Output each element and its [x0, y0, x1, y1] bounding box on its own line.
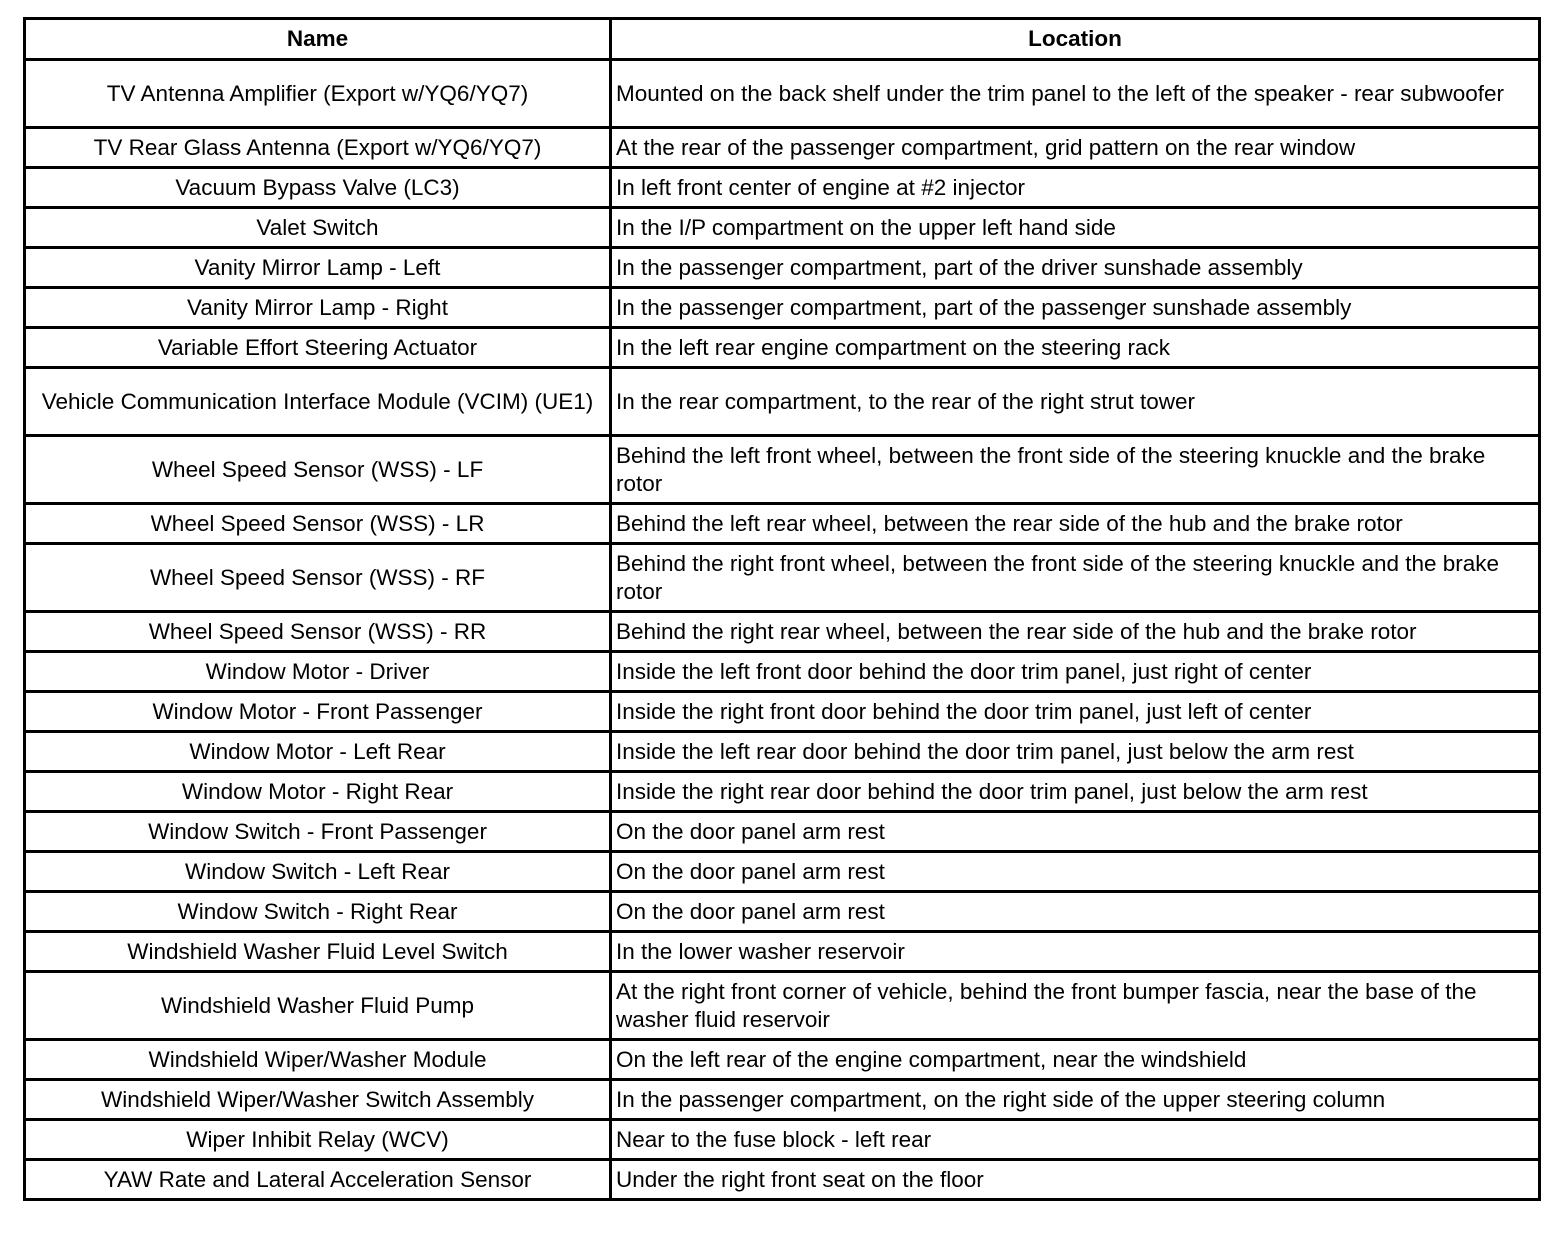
- component-name-cell: Vanity Mirror Lamp - Left: [25, 248, 611, 288]
- table-row: [25, 812, 1540, 852]
- column-header-name: Name: [25, 19, 611, 60]
- component-name-cell: Wheel Speed Sensor (WSS) - RR: [25, 612, 611, 652]
- component-name-cell: Windshield Washer Fluid Pump: [25, 972, 611, 1040]
- component-location-cell: In the passenger compartment, part of the passenger sunshade assembly: [611, 288, 1540, 328]
- component-name-cell: Window Switch - Front Passenger: [25, 812, 611, 852]
- component-name-cell: Windshield Washer Fluid Level Switch: [25, 932, 611, 972]
- table-row: [25, 328, 1540, 368]
- component-location-cell: Mounted on the back shelf under the trim panel to the left of the speaker - rear subwoofer: [611, 60, 1540, 128]
- component-location-cell: In the rear compartment, to the rear of the right strut tower: [611, 368, 1540, 436]
- component-name-cell: Window Switch - Right Rear: [25, 892, 611, 932]
- component-name-cell: Valet Switch: [25, 208, 611, 248]
- component-location-cell: In the passenger compartment, part of the driver sunshade assembly: [611, 248, 1540, 288]
- component-name-cell: TV Rear Glass Antenna (Export w/YQ6/YQ7): [25, 128, 611, 168]
- table-header-row: [25, 19, 1540, 60]
- table-row: [25, 208, 1540, 248]
- component-location-cell: In the left rear engine compartment on the steering rack: [611, 328, 1540, 368]
- component-location-cell: On the door panel arm rest: [611, 852, 1540, 892]
- table-row: [25, 288, 1540, 328]
- table-row: [25, 60, 1540, 128]
- component-name-cell: Wiper Inhibit Relay (WCV): [25, 1120, 611, 1160]
- component-location-cell: In the lower washer reservoir: [611, 932, 1540, 972]
- table-row: [25, 772, 1540, 812]
- table-body: [25, 60, 1540, 1200]
- table-row: [25, 1160, 1540, 1200]
- component-location-cell: Inside the right front door behind the door trim panel, just left of center: [611, 692, 1540, 732]
- table-row: [25, 368, 1540, 436]
- table-row: [25, 932, 1540, 972]
- component-location-cell: Behind the left front wheel, between the front side of the steering knuckle and the brake rotor: [611, 436, 1540, 504]
- component-location-cell: In left front center of engine at #2 injector: [611, 168, 1540, 208]
- table-row: [25, 852, 1540, 892]
- table-row: [25, 1120, 1540, 1160]
- component-name-cell: YAW Rate and Lateral Acceleration Sensor: [25, 1160, 611, 1200]
- table-row: [25, 504, 1540, 544]
- component-locator-table: [23, 17, 1538, 1201]
- table-row: [25, 436, 1540, 504]
- component-location-cell: At the rear of the passenger compartment, grid pattern on the rear window: [611, 128, 1540, 168]
- table-row: [25, 612, 1540, 652]
- component-location-cell: Inside the left rear door behind the door trim panel, just below the arm rest: [611, 732, 1540, 772]
- component-location-cell: Near to the fuse block - left rear: [611, 1120, 1540, 1160]
- component-name-cell: Windshield Wiper/Washer Switch Assembly: [25, 1080, 611, 1120]
- component-name-cell: Wheel Speed Sensor (WSS) - LR: [25, 504, 611, 544]
- table-row: [25, 972, 1540, 1040]
- table-row: [25, 652, 1540, 692]
- table-row: [25, 892, 1540, 932]
- component-location-cell: On the door panel arm rest: [611, 892, 1540, 932]
- component-name-cell: Variable Effort Steering Actuator: [25, 328, 611, 368]
- table-row: [25, 248, 1540, 288]
- component-name-cell: Window Motor - Right Rear: [25, 772, 611, 812]
- component-location-cell: Inside the left front door behind the door trim panel, just right of center: [611, 652, 1540, 692]
- table-row: [25, 128, 1540, 168]
- component-name-cell: TV Antenna Amplifier (Export w/YQ6/YQ7): [25, 60, 611, 128]
- component-location-cell: At the right front corner of vehicle, behind the front bumper fascia, near the base of the washer fluid reservoir: [611, 972, 1540, 1040]
- table-row: [25, 544, 1540, 612]
- column-header-location: Location: [611, 19, 1540, 60]
- component-name-cell: Wheel Speed Sensor (WSS) - RF: [25, 544, 611, 612]
- component-location-cell: Behind the left rear wheel, between the rear side of the hub and the brake rotor: [611, 504, 1540, 544]
- component-name-cell: Window Motor - Driver: [25, 652, 611, 692]
- table-row: [25, 692, 1540, 732]
- locations-table: [23, 17, 1541, 1201]
- component-location-cell: On the left rear of the engine compartment, near the windshield: [611, 1040, 1540, 1080]
- component-location-cell: Inside the right rear door behind the door trim panel, just below the arm rest: [611, 772, 1540, 812]
- component-name-cell: Windshield Wiper/Washer Module: [25, 1040, 611, 1080]
- table-row: [25, 732, 1540, 772]
- component-location-cell: Behind the right rear wheel, between the rear side of the hub and the brake rotor: [611, 612, 1540, 652]
- component-name-cell: Window Motor - Left Rear: [25, 732, 611, 772]
- component-name-cell: Wheel Speed Sensor (WSS) - LF: [25, 436, 611, 504]
- component-name-cell: Window Motor - Front Passenger: [25, 692, 611, 732]
- component-location-cell: In the I/P compartment on the upper left hand side: [611, 208, 1540, 248]
- component-name-cell: Vacuum Bypass Valve (LC3): [25, 168, 611, 208]
- component-name-cell: Vehicle Communication Interface Module (VCIM) (UE1): [25, 368, 611, 436]
- table-row: [25, 1040, 1540, 1080]
- component-location-cell: Behind the right front wheel, between the front side of the steering knuckle and the brake rotor: [611, 544, 1540, 612]
- table-row: [25, 1080, 1540, 1120]
- component-name-cell: Window Switch - Left Rear: [25, 852, 611, 892]
- component-name-cell: Vanity Mirror Lamp - Right: [25, 288, 611, 328]
- component-location-cell: On the door panel arm rest: [611, 812, 1540, 852]
- table-row: [25, 168, 1540, 208]
- component-location-cell: In the passenger compartment, on the right side of the upper steering column: [611, 1080, 1540, 1120]
- component-location-cell: Under the right front seat on the floor: [611, 1160, 1540, 1200]
